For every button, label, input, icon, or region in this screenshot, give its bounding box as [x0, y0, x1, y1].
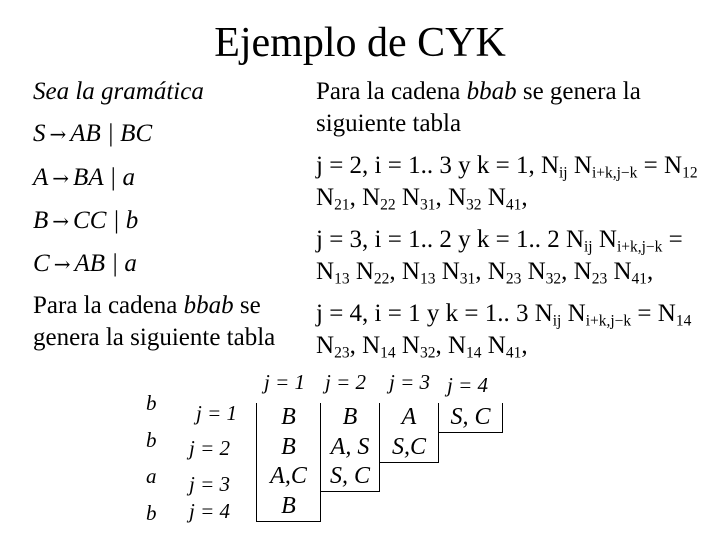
subscript: ij [584, 238, 593, 256]
text-segment: = N [631, 300, 676, 327]
text-segment: = [662, 226, 683, 253]
separator: , [521, 332, 528, 359]
text-segment: j = 3, i = 1.. 2 y k = 1.. 2 N [316, 226, 584, 253]
text-segment: N [561, 300, 586, 327]
table-cell: B [257, 492, 321, 522]
step-j2-line2 [316, 182, 528, 214]
grammar-rule-c [33, 248, 137, 280]
subscript: 32 [419, 344, 436, 362]
subscript: 22 [373, 270, 390, 288]
separator: , [475, 258, 488, 285]
string-char: b [146, 428, 157, 452]
table-row [257, 462, 503, 492]
separator: , [521, 184, 528, 211]
table-cell: B [321, 403, 380, 433]
separator: , [389, 258, 402, 285]
nonterminal-set: N [316, 258, 335, 285]
nonterminal-set: N [481, 184, 506, 211]
subscript: 41 [505, 344, 522, 362]
nonterminal-set: N [316, 184, 335, 211]
table-cell: S,C [380, 433, 439, 463]
subscript: 41 [631, 270, 647, 288]
text-segment: Para la cadena [33, 292, 184, 319]
nonterminal-set: N [435, 258, 460, 285]
separator: , [647, 258, 654, 285]
rule-lhs: B [33, 207, 49, 234]
left-table-intro-line2: genera la siguiente tabla [33, 324, 276, 351]
row-label-j4: j = 4 [189, 499, 231, 523]
step-j4-line2 [316, 330, 528, 362]
subscript: 23 [591, 270, 608, 288]
subscript: 22 [380, 196, 396, 214]
subscript: 14 [675, 312, 692, 330]
col-header-j3: j = 3 [389, 370, 431, 394]
nonterminal-set: N [447, 184, 466, 211]
page-title: Ejemplo de CYK [214, 20, 506, 66]
table-row [257, 433, 503, 463]
arrow-icon: → [52, 166, 70, 190]
subscript: 31 [459, 270, 476, 288]
row-label-j3: j = 3 [189, 472, 231, 496]
right-intro-line2: siguiente tabla [316, 110, 462, 137]
nonterminal-set: N [362, 332, 381, 359]
table-cell: S, C [439, 403, 503, 433]
table-row [257, 403, 503, 433]
grammar-rule-a [33, 162, 135, 194]
nonterminal-set: N [607, 258, 632, 285]
text-segment: j = 4, i = 1 y k = 1.. 3 N [316, 300, 553, 327]
nonterminal-set: N [362, 184, 381, 211]
col-header-j2: j = 2 [325, 370, 367, 394]
col-header-j1: j = 1 [264, 370, 306, 394]
step-j3-line1 [316, 224, 683, 256]
string-char: b [146, 501, 157, 525]
left-table-intro-line1 [33, 290, 261, 322]
row-label-j2: j = 2 [189, 436, 231, 460]
table-row [257, 492, 503, 522]
text-segment: N [567, 152, 592, 179]
subscript: 12 [682, 164, 698, 182]
nonterminal-set: N [395, 332, 420, 359]
arrow-icon: → [53, 252, 71, 276]
subscript: i+k,j−k [616, 238, 663, 256]
subscript: 14 [466, 344, 482, 362]
subscript: ij [559, 164, 568, 182]
row-label-j1: j = 1 [196, 401, 238, 425]
text-segment: se [233, 292, 261, 319]
rule-lhs: S [33, 120, 46, 147]
nonterminal-set: N [349, 258, 374, 285]
subscript: 23 [505, 270, 522, 288]
text-segment: j = 2, i = 1.. 3 y k = 1, N [316, 152, 559, 179]
step-j4-line1 [316, 298, 691, 330]
step-j3-line2 [316, 256, 653, 288]
nonterminal-set: N [447, 332, 466, 359]
separator: , [349, 332, 363, 359]
subscript: 13 [334, 270, 350, 288]
separator: , [561, 258, 574, 285]
nonterminal-set: N [316, 332, 335, 359]
subscript: 31 [419, 196, 436, 214]
grammar-intro: Sea la gramática [33, 78, 204, 105]
text-segment: N [592, 226, 617, 253]
arrow-icon: → [52, 209, 70, 233]
rule-lhs: C [33, 250, 50, 277]
nonterminal-set: N [401, 258, 420, 285]
text-segment: se genera la [516, 78, 641, 105]
text-segment: Para la cadena [316, 78, 467, 105]
cyk-table [256, 403, 503, 522]
col-header-j4: j = 4 [447, 373, 489, 397]
subscript: ij [552, 312, 562, 330]
subscript: 13 [419, 270, 436, 288]
separator: , [349, 184, 363, 211]
subscript: 14 [380, 344, 396, 362]
table-cell: A, S [321, 433, 380, 463]
arrow-icon: → [49, 122, 67, 146]
separator: , [435, 184, 448, 211]
rule-rhs: AB | BC [70, 120, 153, 147]
subscript: i+k,j−k [591, 164, 638, 182]
nonterminal-set: N [573, 258, 592, 285]
nonterminal-set: N [481, 332, 506, 359]
subscript: 32 [545, 270, 562, 288]
subscript: 41 [505, 196, 522, 214]
table-cell: A,C [257, 462, 321, 492]
table-cell: S, C [321, 462, 380, 492]
rule-rhs: BA | a [73, 164, 136, 191]
step-j2-line1 [316, 150, 698, 182]
input-string: bbab [466, 78, 517, 105]
string-char: a [146, 464, 157, 488]
rule-lhs: A [33, 164, 49, 191]
subscript: 32 [466, 196, 482, 214]
input-string: bbab [183, 292, 234, 319]
nonterminal-set: N [487, 258, 506, 285]
subscript: 21 [334, 196, 350, 214]
grammar-rule-b [33, 205, 138, 237]
nonterminal-set: N [395, 184, 420, 211]
table-cell: B [257, 433, 321, 463]
string-char: b [146, 391, 157, 415]
right-intro-line1 [316, 76, 641, 108]
subscript: i+k,j−k [585, 312, 632, 330]
table-cell: A [380, 403, 439, 433]
rule-rhs: AB | a [74, 250, 137, 277]
rule-rhs: CC | b [73, 207, 139, 234]
separator: , [435, 332, 448, 359]
nonterminal-set: N [521, 258, 546, 285]
text-segment: = N [637, 152, 683, 179]
grammar-rule-s [33, 118, 152, 150]
table-cell: B [257, 403, 321, 433]
subscript: 23 [334, 344, 350, 362]
